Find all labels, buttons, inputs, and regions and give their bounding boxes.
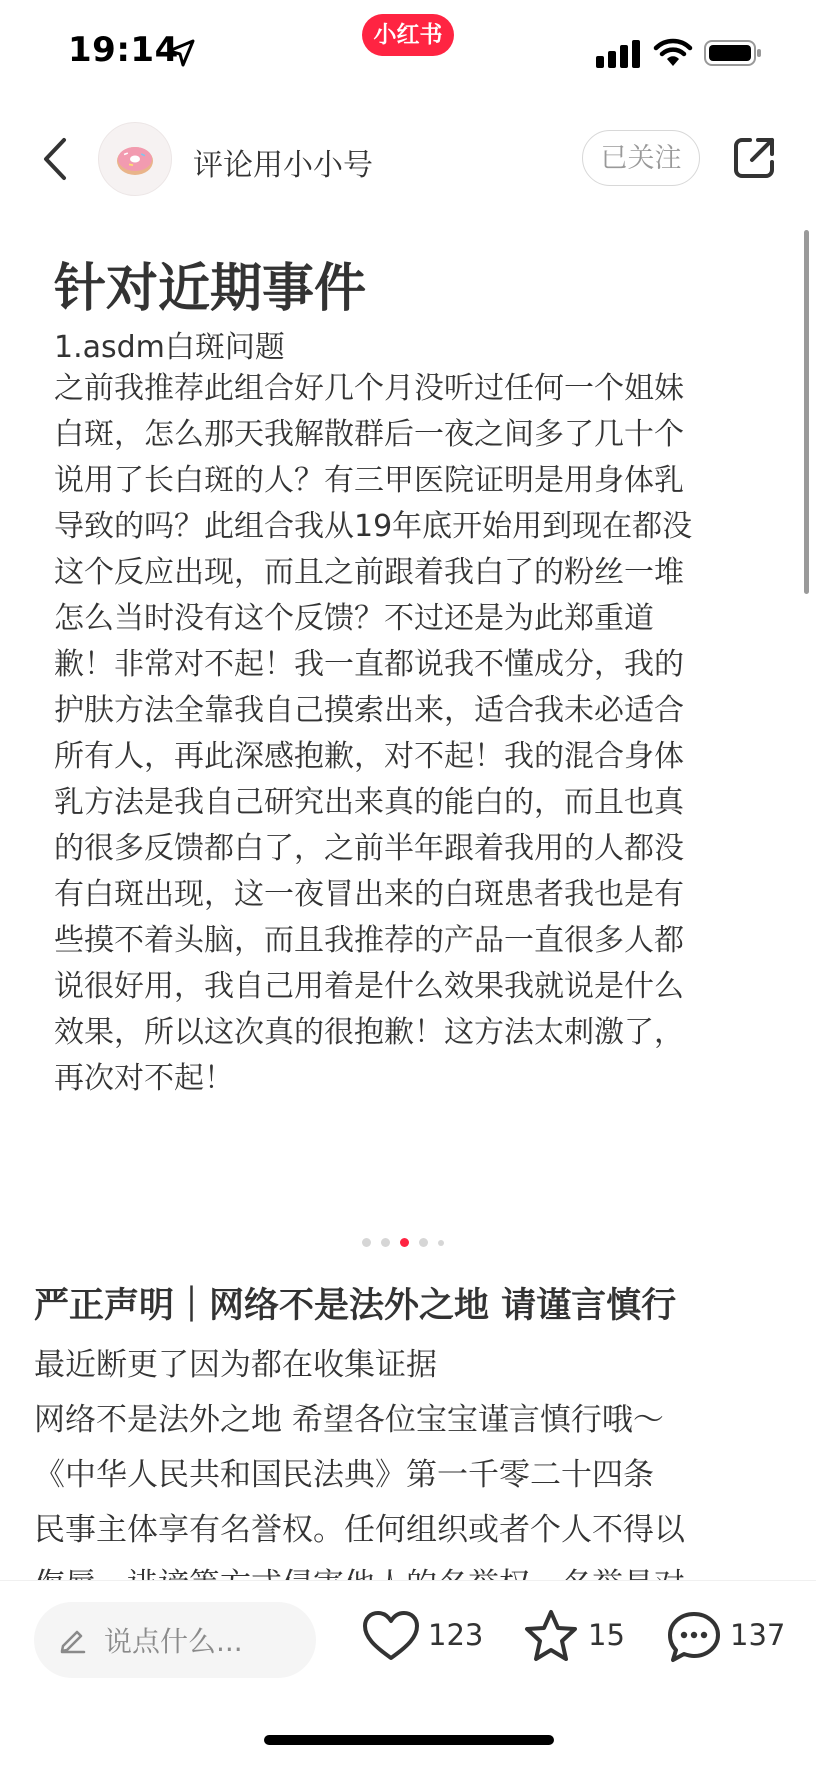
- slide-line: 些摸不着头脑，而且我推荐的产品一直很多人都: [54, 923, 684, 958]
- slide-line: 歉！非常对不起！我一直都说我不懂成分，我的: [54, 647, 684, 682]
- status-time: 19:14: [68, 30, 179, 70]
- slide-line: 导致的吗？此组合我从19年底开始用到现在都没: [54, 509, 693, 544]
- comment-count[interactable]: 137: [730, 1618, 786, 1652]
- heart-icon[interactable]: [362, 1610, 420, 1662]
- app-badge: 小红书: [362, 14, 454, 56]
- carousel-dot[interactable]: [362, 1238, 371, 1247]
- comment-icon[interactable]: [666, 1610, 722, 1664]
- slide-line: 乳方法是我自己研究出来真的能白的，而且也真: [54, 785, 684, 820]
- carousel-dot[interactable]: [419, 1238, 428, 1247]
- back-icon[interactable]: [38, 136, 74, 182]
- collect-count[interactable]: 15: [588, 1618, 625, 1652]
- pencil-icon: [58, 1624, 88, 1654]
- slide-line: 效果，所以这次真的很抱歉！这方法太刺激了，: [54, 1015, 684, 1050]
- slide-title: 针对近期事件: [54, 259, 367, 319]
- like-count[interactable]: 123: [428, 1618, 484, 1652]
- carousel-dot[interactable]: [438, 1240, 444, 1246]
- wifi-icon: [654, 38, 692, 68]
- home-indicator[interactable]: [264, 1735, 554, 1745]
- donut-icon: [115, 139, 155, 179]
- note-body-viewport: [0, 1338, 816, 1580]
- carousel-dot[interactable]: [381, 1238, 390, 1247]
- slide-line: 有白斑出现，这一夜冒出来的白斑患者我也是有: [54, 877, 684, 912]
- slide-line: 所有人，再此深感抱歉，对不起！我的混合身体: [54, 739, 684, 774]
- slide-line: 的很多反馈都白了，之前半年跟着我用的人都没: [54, 831, 684, 866]
- note-line: 民事主体享有名誉权。任何组织或者个人不得以: [34, 1512, 685, 1548]
- slide-line: 白斑，怎么那天我解散群后一夜之间多了几十个: [54, 417, 684, 452]
- note-body: [34, 1338, 784, 1613]
- avatar[interactable]: [98, 122, 172, 196]
- slide-line: 再次对不起！: [54, 1061, 234, 1096]
- comment-placeholder[interactable]: 说点什么...: [104, 1625, 243, 1658]
- slide-line: 怎么当时没有这个反馈？不过还是为此郑重道: [54, 601, 654, 636]
- note-line: 《中华人民共和国民法典》第一千零二十四条: [34, 1457, 654, 1493]
- battery-icon: [704, 38, 762, 68]
- slide-line: 说用了长白斑的人？有三甲医院证明是用身体乳: [54, 463, 684, 498]
- star-icon[interactable]: [522, 1608, 580, 1664]
- slide-line: 护肤方法全靠我自己摸索出来，适合我未必适合: [54, 693, 684, 728]
- slide-line: 说很好用，我自己用着是什么效果我就说是什么: [54, 969, 684, 1004]
- cellular-signal-icon: [596, 40, 642, 68]
- slide-line: 之前我推荐此组合好几个月没听过任何一个姐妹: [54, 371, 684, 406]
- slide-body: [54, 366, 774, 1102]
- follow-button[interactable]: 已关注: [582, 130, 700, 186]
- author-name[interactable]: 评论用小小号: [193, 148, 373, 183]
- slide-line: 这个反应出现，而且之前跟着我白了的粉丝一堆: [54, 555, 684, 590]
- note-title: 严正声明｜网络不是法外之地 请谨言慎行: [34, 1286, 677, 1326]
- image-scrollbar[interactable]: [804, 230, 809, 594]
- location-arrow-icon: [166, 38, 196, 68]
- note-line: 网络不是法外之地 希望各位宝宝谨言慎行哦～: [34, 1402, 664, 1438]
- note-line: 最近断更了因为都在收集证据: [34, 1347, 437, 1383]
- slide-subtitle: 1.asdm白斑问题: [54, 330, 285, 365]
- share-icon[interactable]: [730, 134, 778, 182]
- carousel-dot[interactable]: [400, 1238, 409, 1247]
